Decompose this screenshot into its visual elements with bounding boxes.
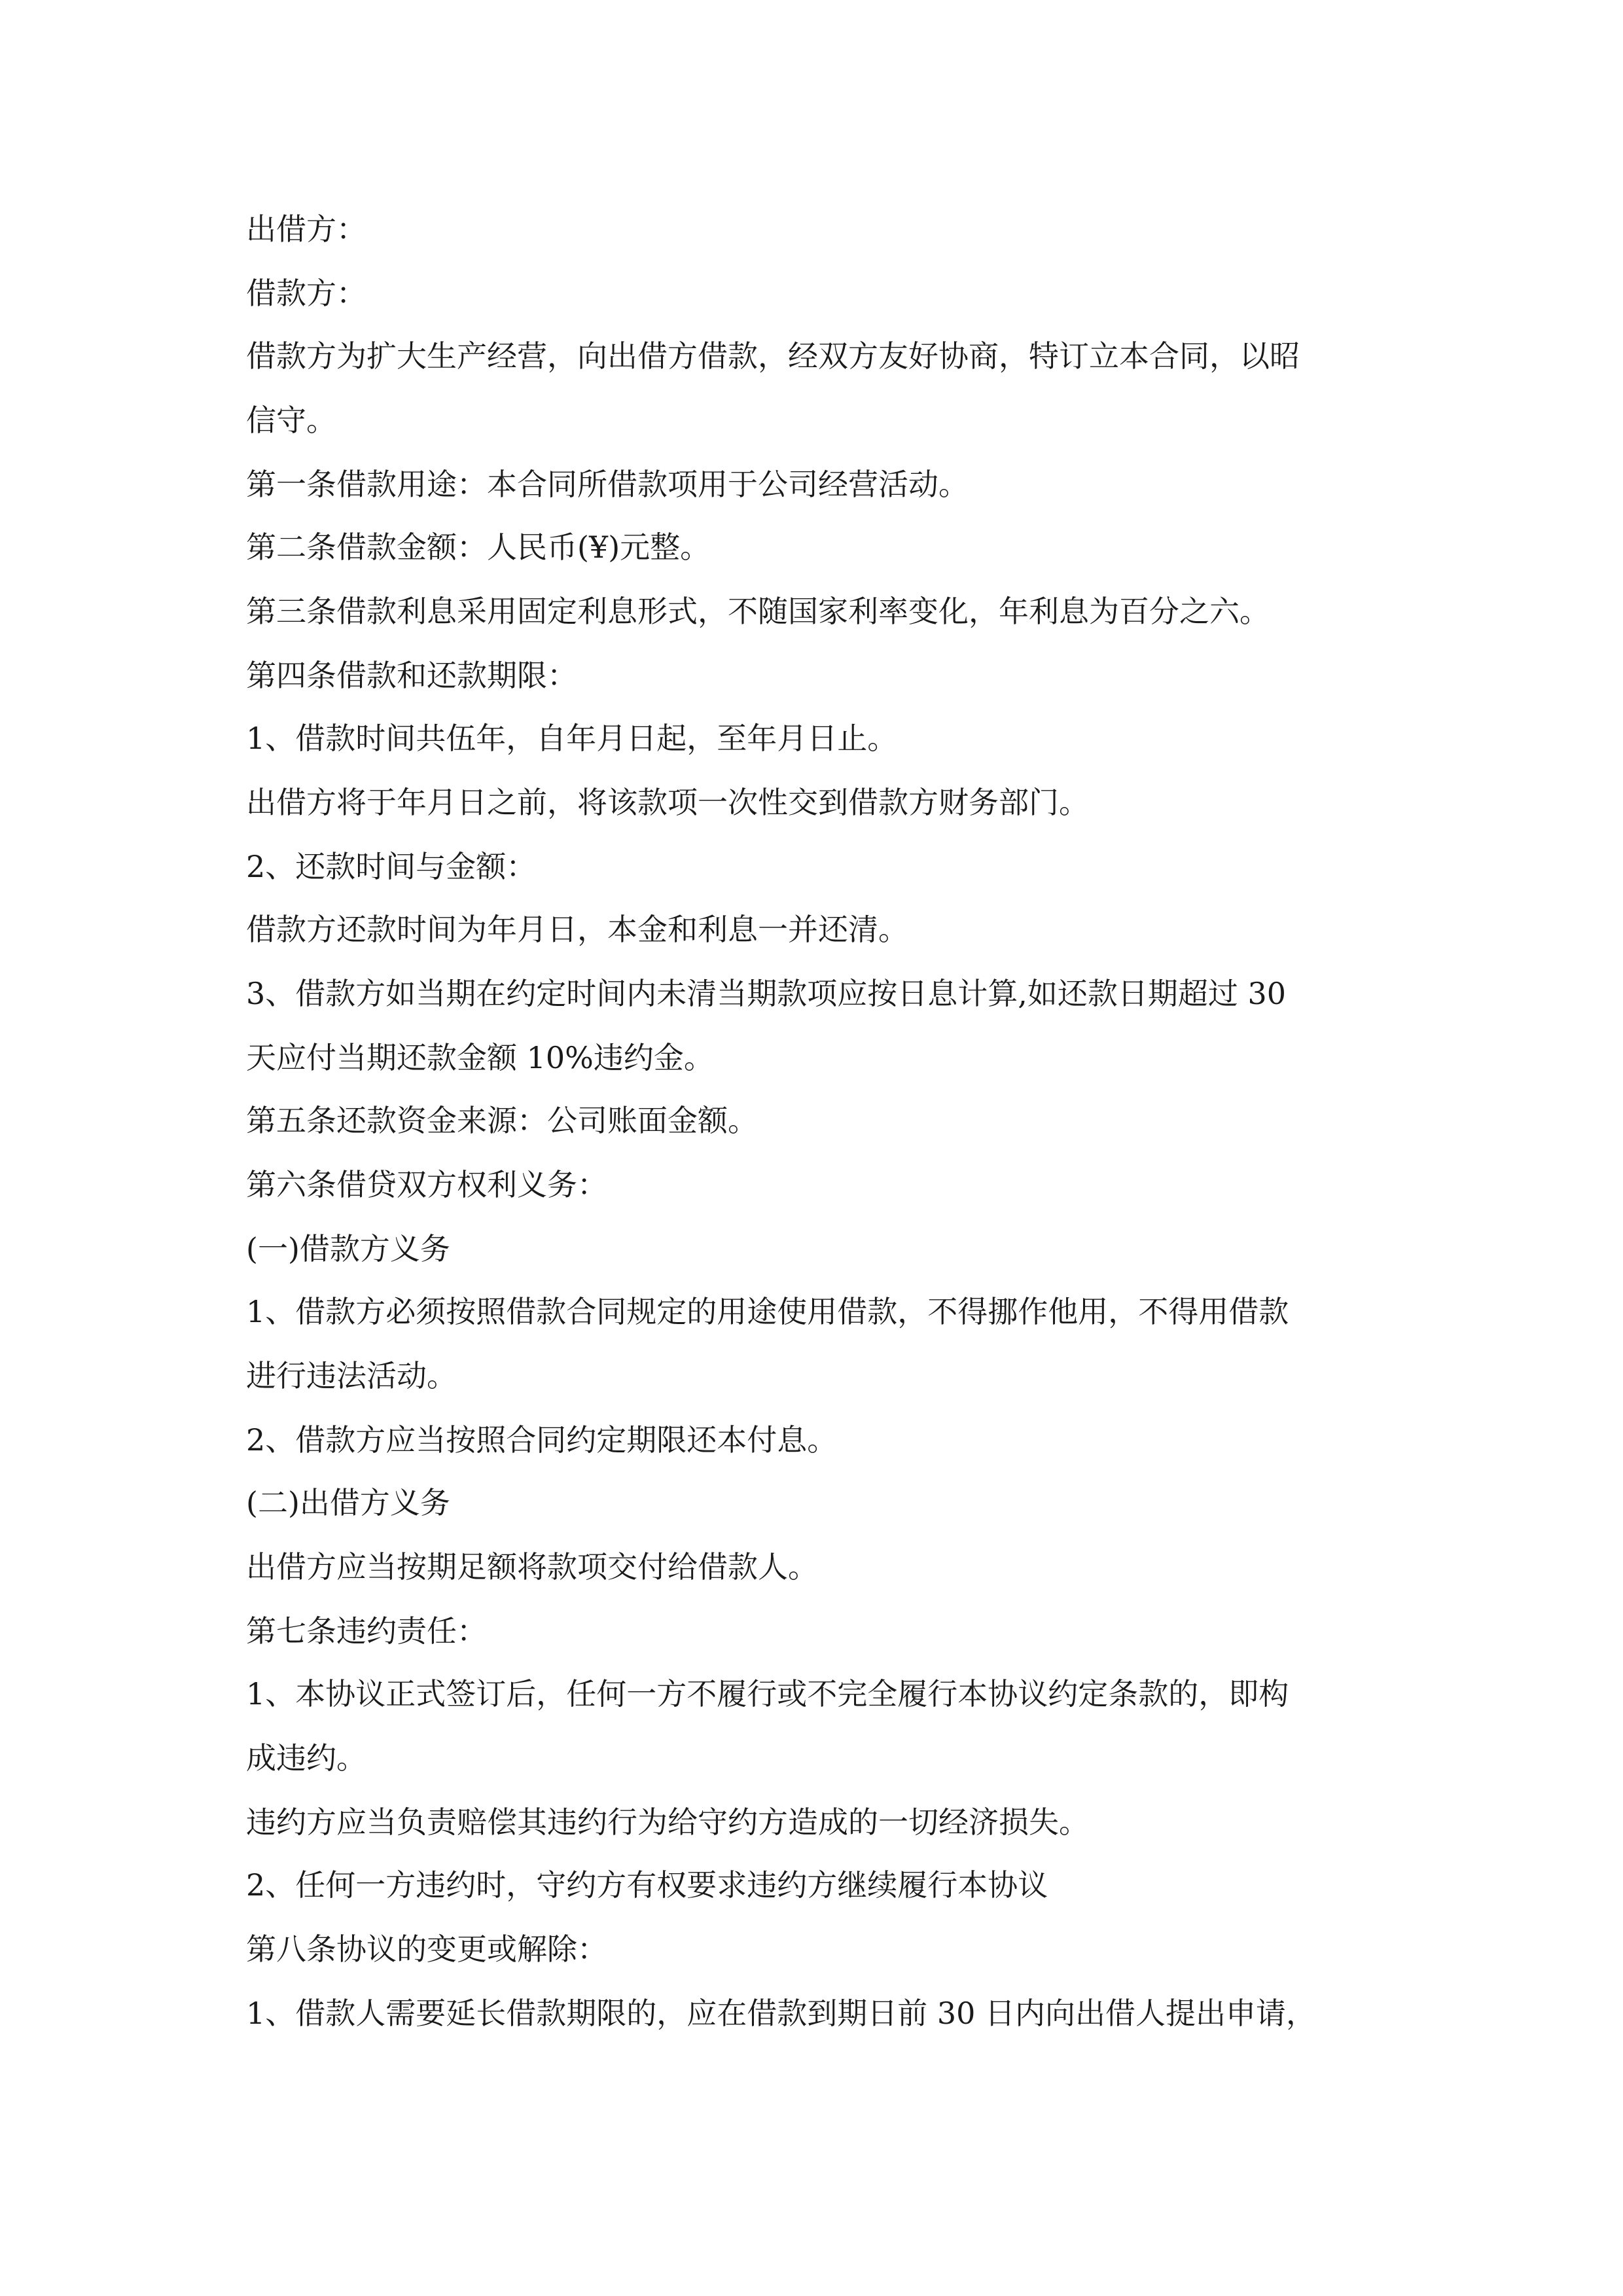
text-line: 借款方为扩大生产经营，向出借方借款，经双方友好协商，特订立本合同，以昭: [246, 338, 1300, 374]
text-line: 1、借款人需要延长借款期限的，应在借款到期日前 30 日内向出借人提出申请，: [246, 1996, 1317, 2031]
text-line: 第六条借贷双方权利义务：: [246, 1167, 607, 1202]
text-line: 第八条协议的变更或解除：: [246, 1931, 607, 1967]
text-line: 出借方应当按期足额将款项交付给借款人。: [246, 1549, 818, 1585]
text-line: 2、任何一方违约时，守约方有权要求违约方继续履行本协议: [246, 1867, 1048, 1903]
text-line: 天应付当期还款金额 10%违约金。: [246, 1040, 714, 1075]
text-line: 第五条还款资金来源：公司账面金额。: [246, 1103, 758, 1138]
text-line: 借款方还款时间为年月日，本金和利息一并还清。: [246, 912, 908, 947]
text-line: 出借方：: [246, 211, 366, 247]
text-line: 出借方将于年月日之前，将该款项一次性交到借款方财务部门。: [246, 785, 1089, 820]
text-line: 第三条借款利息采用固定利息形式，不随国家利率变化，年利息为百分之六。: [246, 594, 1270, 629]
text-line: 2、借款方应当按照合同约定期限还本付息。: [246, 1422, 838, 1458]
text-line: 进行违法活动。: [246, 1358, 457, 1393]
text-line: 1、本协议正式签订后，任何一方不履行或不完全履行本协议约定条款的，即构: [246, 1676, 1289, 1712]
text-line: 成违约。: [246, 1740, 366, 1776]
text-line: 1、借款时间共伍年，自年月日起，至年月日止。: [246, 721, 898, 756]
text-line: (二)出借方义务: [246, 1485, 450, 1520]
text-line: 第七条违约责任：: [246, 1613, 487, 1649]
text-line: 第二条借款金额：人民币(¥)元整。: [246, 529, 711, 565]
text-line: (一)借款方义务: [246, 1231, 450, 1266]
text-line: 1、借款方必须按照借款合同规定的用途使用借款，不得挪作他用，不得用借款: [246, 1294, 1289, 1329]
text-line: 违约方应当负责赔偿其违约行为给守约方造成的一切经济损失。: [246, 1804, 1089, 1840]
text-line: 第四条借款和还款期限：: [246, 658, 577, 693]
text-line: 信守。: [246, 403, 336, 438]
text-line: 第一条借款用途：本合同所借款项用于公司经营活动。: [246, 467, 969, 502]
text-line: 2、还款时间与金额：: [246, 849, 537, 884]
text-line: 3、借款方如当期在约定时间内未清当期款项应按日息计算,如还款日期超过 30: [246, 976, 1287, 1011]
text-line: 借款方：: [246, 276, 366, 311]
